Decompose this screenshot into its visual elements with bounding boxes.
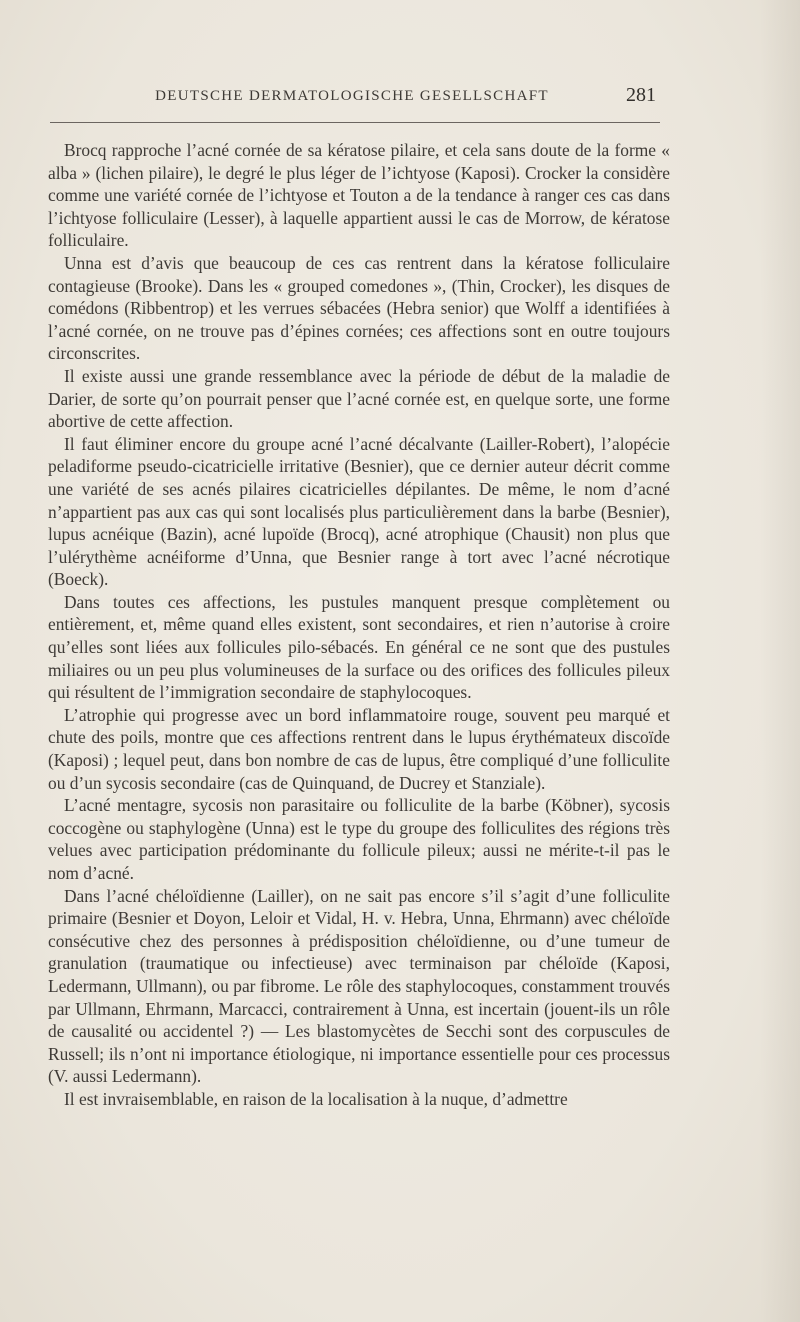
paragraph-cheloidienne: Dans l’acné chéloïdienne (Lailler), on ne sait pas encore s’il s’agit d’une folliculite primaire (Besnier et Doyon, Leloir et Vidal, H. v. Hebra, Unna, Ehrmann) avec chéloïde consécutive chez des personnes à prédisposition chéloïdienne, ou d’une tumeur de granulation (traumatique ou infectieuse) avec terminaison par chéloïde (Kaposi, Ledermann, Ullmann), ou par fibrome. Le rôle des staphylocoques, constamment trouvés par Ullmann, Ehrmann, Marcacci, contrairement à Unna, est incertain (jouent-ils un rôle de causalité ou accidentel ?) — Les blastomycètes de Secchi sont des corpuscules de Russell; ils n’ont ni importance étiologique, ni importance essentielle pour ces processus (V. aussi Ledermann). [48, 885, 670, 1087]
running-head [48, 86, 656, 110]
paragraph-eliminer: Il faut éliminer encore du groupe acné l’acné décalvante (Lailler-Robert), l’alopécie peladiforme pseudo-cicatricielle irritative (Besnier), que ce dernier auteur décrit comme une variété de ses acnés pilaires cicatricielles dépilantes. De même, le nom d’acné n’appartient pas aux cas qui sont localisés plus particulièrement dans la barbe (Besnier), lupus acnéique (Bazin), acné lupoïde (Brocq), acné atrophique (Chausit) non plus que l’ulérythème acnéiforme d’Unna, que Besnier range à tort avec l’acné nécrotique (Boeck). [48, 433, 670, 590]
paragraph-pustules: Dans toutes ces affections, les pustules manquent presque complètement ou entièrement, et, même quand elles existent, sont secondaires, et rien n’autorise à croire qu’elles sont liées aux follicules pilo-sébacés. En général ce ne sont que des pustules miliaires ou un peu plus volumineuses de la surface ou des orifices des follicules pileux qui résultent de l’immigration secondaire de staphylocoques. [48, 591, 670, 703]
paragraph-atrophie: L’atrophie qui progresse avec un bord inflammatoire rouge, souvent peu marqué et chute des poils, montre que ces affections rentrent dans le lupus érythémateux discoïde (Kaposi) ; lequel peut, dans bon nombre de cas de lupus, être compliqué d’une folliculite ou d’un sycosis secondaire (cas de Quinquand, de Ducrey et Stanziale). [48, 704, 670, 793]
page-edge-shadow [760, 0, 800, 1322]
paragraph-invraisemblable: Il est invraisemblable, en raison de la localisation à la nuque, d’admettre [64, 1088, 568, 1109]
page-number: 281 [626, 84, 656, 106]
paragraph-mentagre: L’acné mentagre, sycosis non parasitaire ou folliculite de la barbe (Köbner), sycosis coccogène ou staphylogène (Unna) est le type du groupe des folliculites des régions très velues avec participation prédominante du follicule pileux; aussi ne mérite-t-il pas le nom d’acné. [48, 795, 670, 883]
paragraph-brocq: Brocq rapproche l’acné cornée de sa kératose pilaire, et cela sans doute de la forme « alba » (lichen pilaire), le degré le plus léger de l’ichtyose (Kaposi). Crocker la considère comme une variété cornée de l’ichtyose et Touton a de la tendance à ranger ces cas dans l’ichtyose folliculaire (Lesser), à laquelle appartient aussi le cas de Morrow, de kératose folliculaire. [48, 140, 670, 251]
body-text [48, 139, 670, 1111]
paragraph-darier: Il existe aussi une grande ressemblance avec la période de début de la maladie de Darier, de sorte qu’on pourrait penser que l’acné cornée est, en quelque sorte, une forme abortive de cette affection. [48, 365, 670, 432]
paragraph-unna: Unna est d’avis que beaucoup de ces cas rentrent dans la kératose folliculaire contagieuse (Brooke). Dans les « grouped comedones », (Thin, Crocker), les disques de comédons (Ribbentrop) et les verrues sébacées (Hebra senior) que Wolff a identifiées à l’acné cornée, on ne trouve pas d’épines cornées; ces affections sont en outre toujours circonscrites. [48, 252, 670, 364]
header-rule [50, 122, 660, 123]
running-title: DEUTSCHE DERMATOLOGISCHE GESELLSCHAFT [155, 88, 549, 104]
